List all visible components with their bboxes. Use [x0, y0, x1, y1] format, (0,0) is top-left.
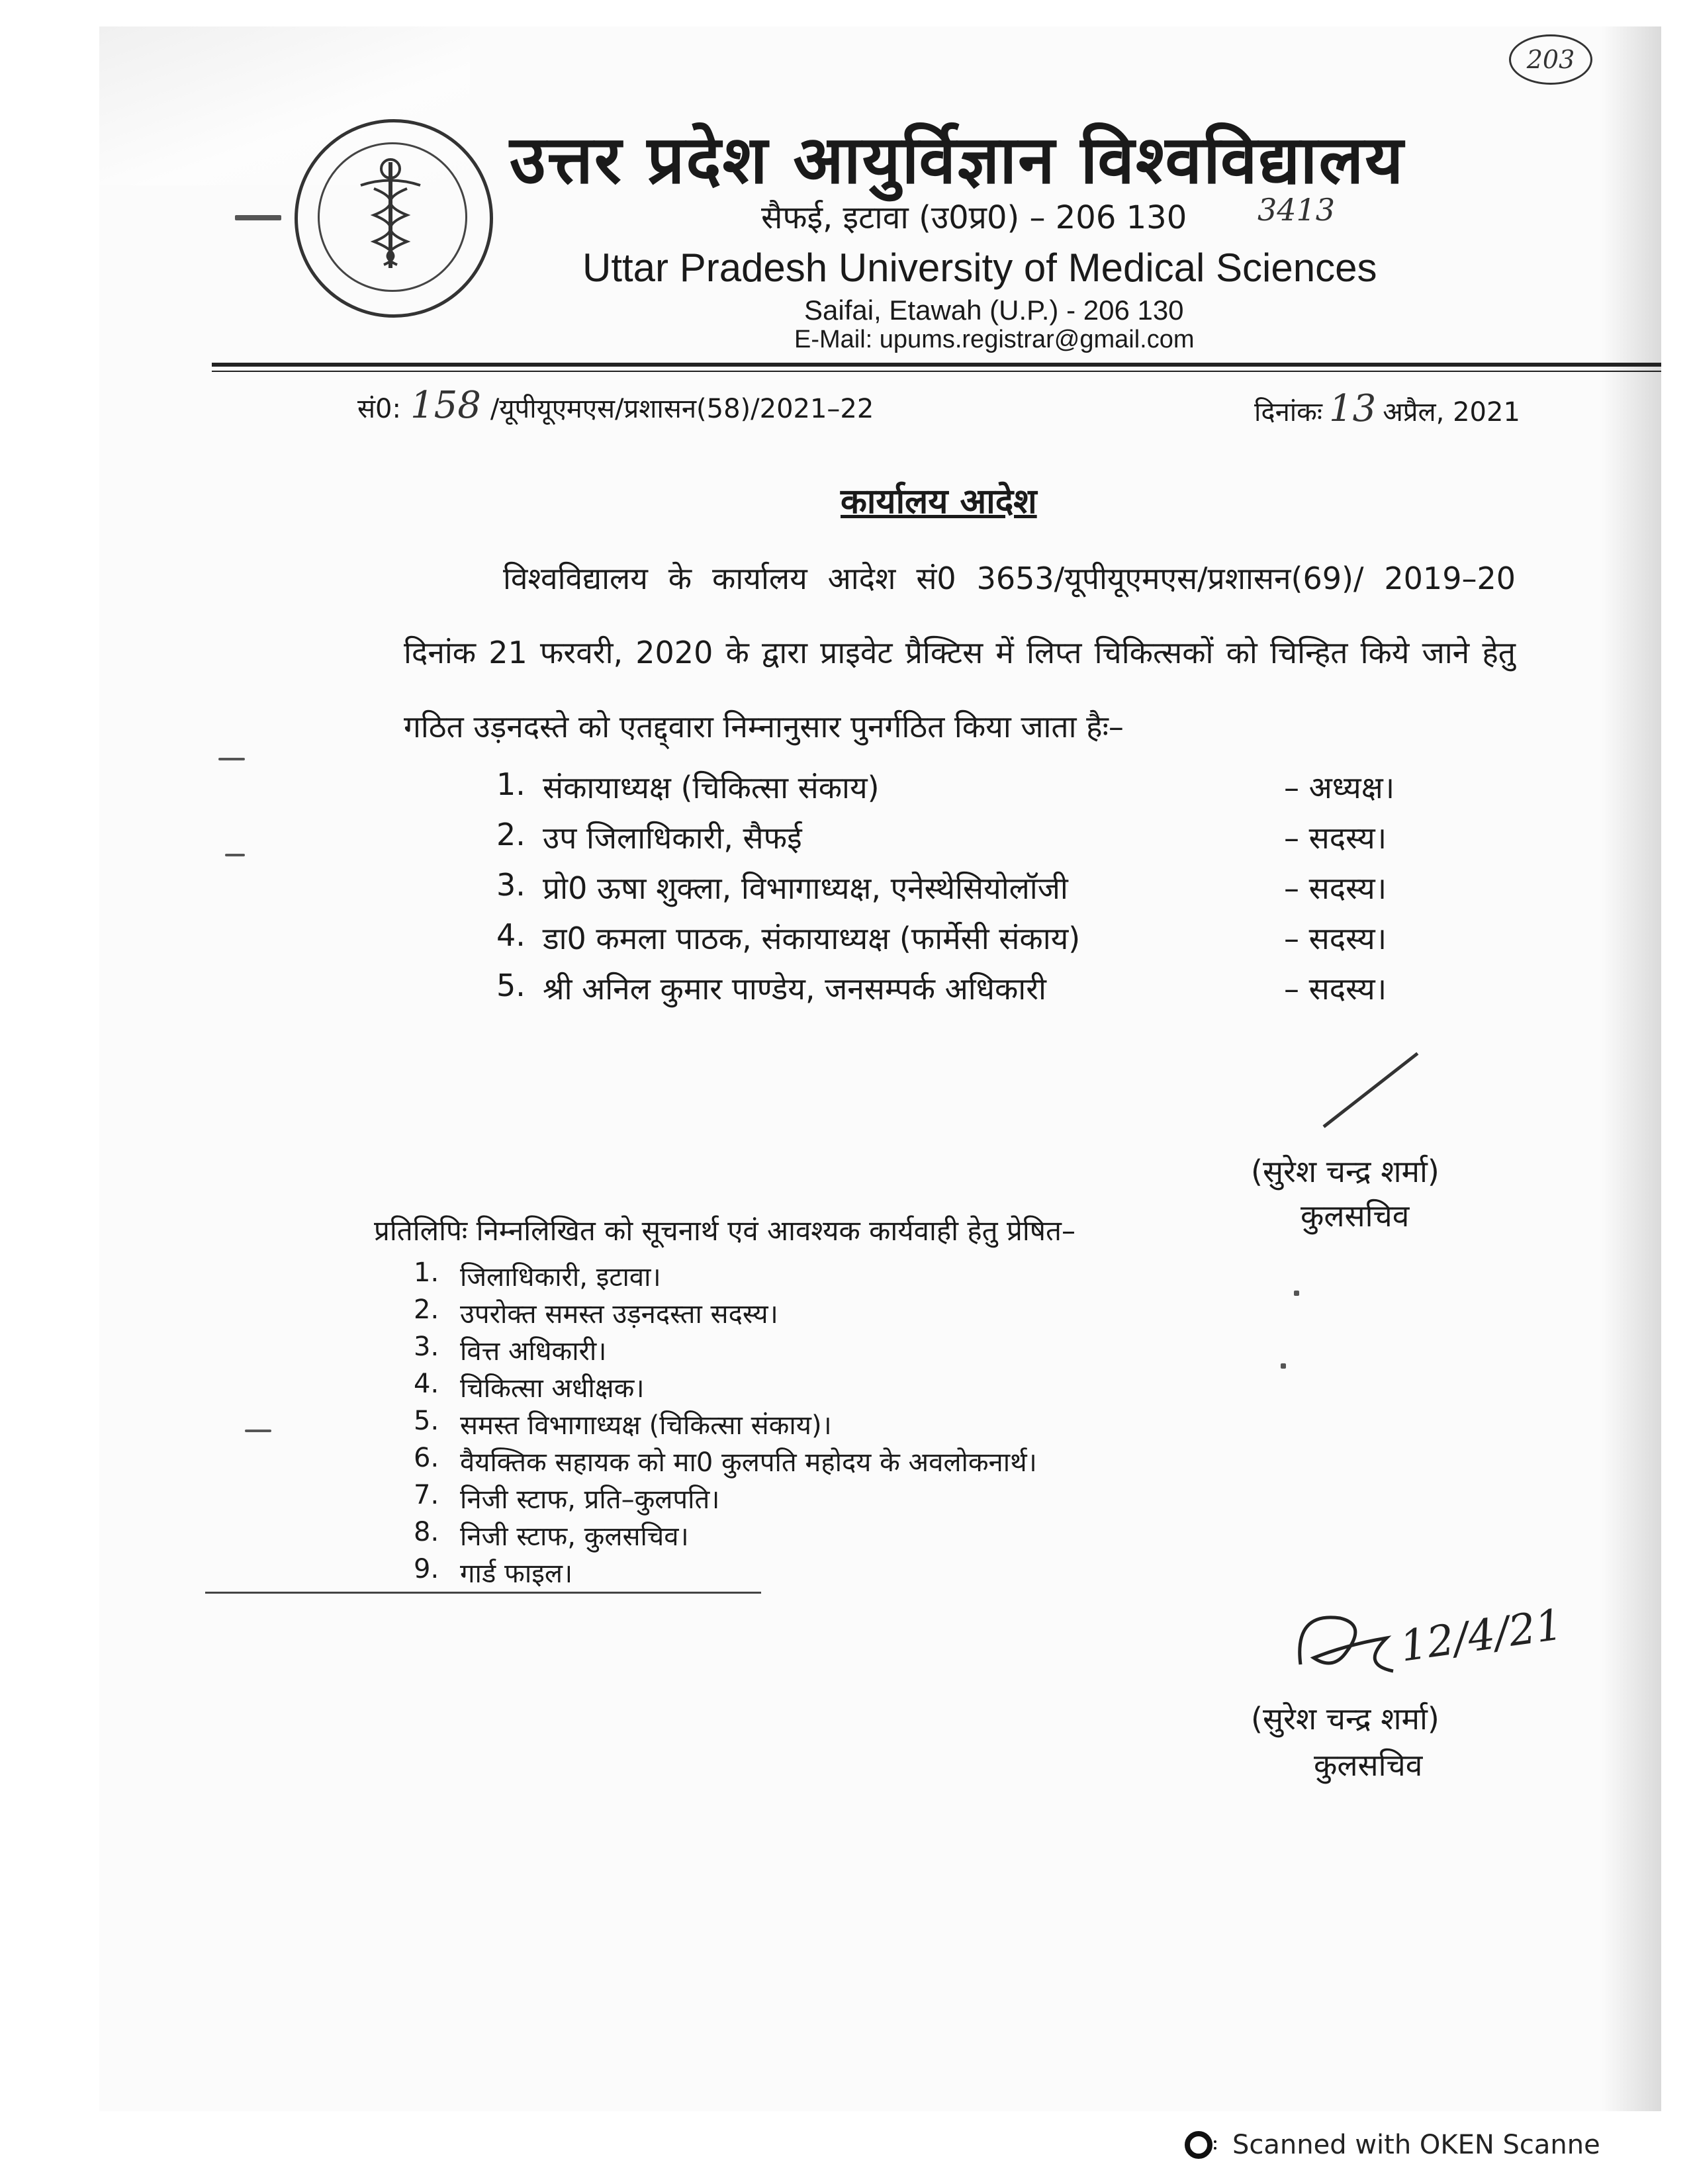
address-hindi: सैफई, इटावा (उ0प्र0) – 206 130: [761, 199, 1187, 236]
signature-date: 12/4/21: [1397, 1600, 1566, 1672]
reference-suffix: /यूपीयूएमएस/प्रशासन(58)/2021–22: [490, 394, 874, 424]
university-name-hindi: उत्तर प्रदेश आयुर्विज्ञान विश्वविद्यालय: [510, 120, 1405, 199]
scan-speck: [225, 854, 245, 856]
list-item-number: 8.: [414, 1517, 439, 1547]
member-row: [496, 867, 1456, 917]
copy-to-list: [414, 1257, 1208, 1591]
list-item-text: गार्ड फाइल।: [460, 1559, 573, 1589]
list-item-text: निजी स्टाफ, प्रति–कुलपति।: [460, 1484, 720, 1515]
scan-speck: [1281, 1363, 1286, 1369]
date-label: दिनांकः: [1254, 397, 1322, 428]
list-item-text: चिकित्सा अधीक्षक।: [460, 1373, 645, 1404]
reference-line: [357, 384, 874, 427]
signatory-title: कुलसचिव: [1301, 1198, 1410, 1234]
university-seal: [295, 119, 493, 318]
member-number: 1.: [496, 766, 526, 802]
list-item-text: वित्त अधिकारी।: [460, 1336, 607, 1367]
list-item: [414, 1480, 1208, 1517]
member-number: 3.: [496, 867, 526, 903]
list-item: [414, 1406, 1208, 1443]
scan-shadow: [1602, 26, 1661, 2111]
list-item: [414, 1554, 1208, 1591]
member-role: – सदस्य।: [1284, 870, 1387, 906]
scanner-watermark-text: Scanned with OKEN Scanne: [1232, 2130, 1600, 2160]
member-row: [496, 766, 1456, 817]
list-item-number: 1.: [414, 1257, 439, 1288]
signatory-name: (सुरेश चन्द्र शर्मा): [1251, 1154, 1440, 1189]
scanner-watermark: [1185, 2130, 1600, 2160]
member-number: 2.: [496, 817, 526, 852]
member-role: – सदस्य।: [1284, 820, 1387, 856]
scan-speck: [218, 758, 245, 760]
date-day: 13: [1328, 387, 1377, 430]
copy-to-heading: प्रतिलिपिः निम्नलिखित को सूचनार्थ एवं आवश्यक कार्यवाही हेतु प्रेषित–: [374, 1214, 1075, 1247]
member-role: – सदस्य।: [1284, 921, 1387, 956]
list-item-number: 9.: [414, 1554, 439, 1584]
list-item-number: 7.: [414, 1480, 439, 1510]
member-role: – सदस्य।: [1284, 971, 1387, 1007]
list-item-text: जिलाधिकारी, इटावा।: [460, 1262, 661, 1293]
scan-speck: [235, 215, 281, 220]
list-item-text: उपरोक्त समस्त उड़नदस्ता सदस्य।: [460, 1299, 778, 1330]
member-name: संकायाध्यक्ष (चिकित्सा संकाय): [543, 770, 880, 805]
handwritten-note: 3413: [1257, 192, 1336, 228]
order-title: कार्यालय आदेश: [841, 482, 1037, 522]
member-name: उप जिलाधिकारी, सैफई: [543, 820, 802, 856]
email-line: E-Mail: upums.registrar@gmail.com: [794, 326, 1195, 353]
list-item-number: 3.: [414, 1332, 439, 1362]
member-number: 4.: [496, 917, 526, 953]
divider: [205, 1592, 761, 1594]
list-item: [414, 1257, 1208, 1295]
member-name: प्रो0 ऊषा शुक्ला, विभागाध्यक्ष, एनेस्थेसियोलॉजी: [543, 870, 1068, 906]
member-row: [496, 817, 1456, 867]
list-item: [414, 1443, 1208, 1480]
list-item-text: निजी स्टाफ, कुलसचिव।: [460, 1522, 689, 1552]
member-name: डा0 कमला पाठक, संकायाध्यक्ष (फार्मेसी संकाय): [543, 921, 1081, 956]
list-item-text: वैयक्तिक सहायक को मा0 कुलपति महोदय के अवलोकनार्थ।: [460, 1447, 1037, 1478]
header-rule-thick: [212, 363, 1661, 367]
list-item-number: 2.: [414, 1295, 439, 1325]
member-row: [496, 968, 1456, 1018]
address-english: Saifai, Etawah (U.P.) - 206 130: [804, 295, 1184, 326]
scanner-logo-icon: [1185, 2131, 1212, 2159]
member-role: – अध्यक्ष।: [1284, 770, 1395, 805]
page-number-stamp: 203: [1509, 34, 1592, 85]
header-rule-thin: [212, 371, 1661, 372]
signatory-title: कुलसचिव: [1314, 1747, 1423, 1783]
scan-speck: [1294, 1291, 1299, 1296]
list-item: [414, 1517, 1208, 1554]
date-line: [1254, 387, 1520, 430]
list-item-number: 5.: [414, 1406, 439, 1436]
member-number: 5.: [496, 968, 526, 1003]
reference-prefix: सं0:: [357, 394, 401, 424]
list-item-number: 6.: [414, 1443, 439, 1473]
handwritten-signature: [1287, 1585, 1565, 1694]
member-list: [496, 766, 1456, 1018]
scan-speck: [245, 1430, 271, 1432]
reference-number: 158: [410, 384, 481, 427]
order-body: विश्वविद्यालय के कार्यालय आदेश सं0 3653/यूपीयूएमएस/प्रशासन(69)/ 2019–20 दिनांक 21 फरवरी, 2020 के द्वारा प्राइवेट प्रैक्टिस में लिप्त चिकित्सकों को चिन्हित किये जाने हेतु गठित उड़नदस्ते को एतद्द्वारा निम्नानुसार पुनर्गठित किया जाता हैः–: [404, 561, 1516, 745]
date-month-year: अप्रैल, 2021: [1383, 397, 1520, 428]
list-item-text: समस्त विभागाध्यक्ष (चिकित्सा संकाय)।: [460, 1410, 832, 1441]
signatory-name: (सुरेश चन्द्र शर्मा): [1251, 1701, 1440, 1737]
university-name-english: Uttar Pradesh University of Medical Sciences: [582, 246, 1377, 290]
caduceus-icon: [298, 122, 483, 308]
list-item: [414, 1332, 1208, 1369]
member-row: [496, 917, 1456, 968]
list-item: [414, 1369, 1208, 1406]
list-item: [414, 1295, 1208, 1332]
list-item-number: 4.: [414, 1369, 439, 1399]
member-name: श्री अनिल कुमार पाण्डेय, जनसम्पर्क अधिकारी: [543, 971, 1046, 1007]
